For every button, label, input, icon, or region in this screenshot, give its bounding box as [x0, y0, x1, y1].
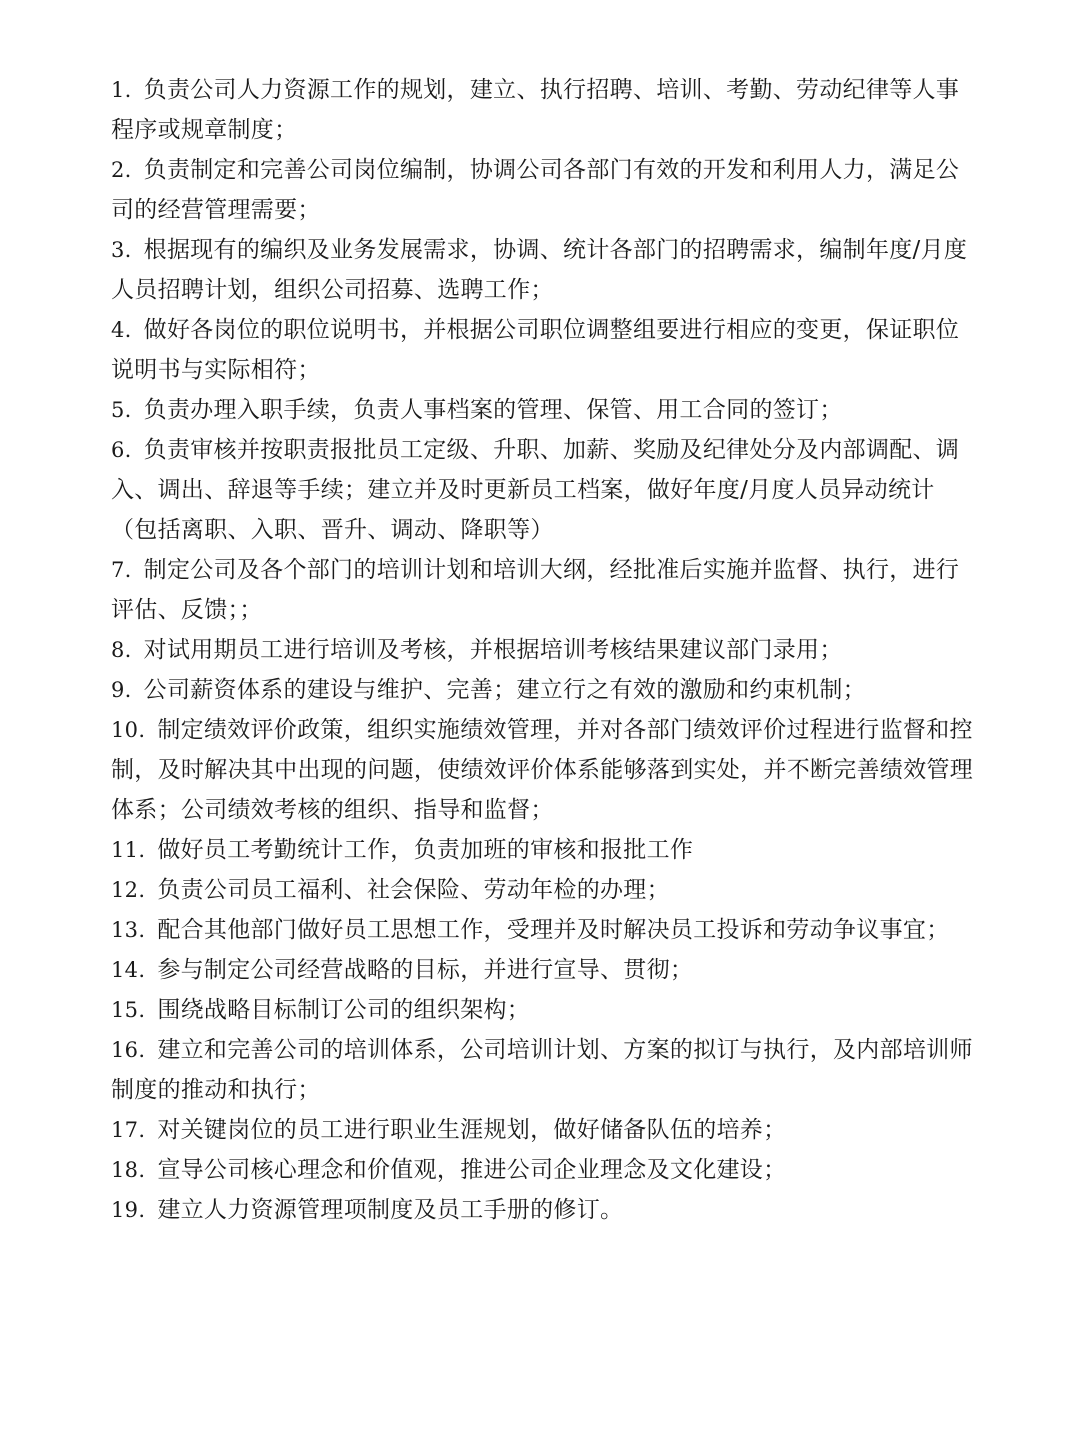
list-item: [111, 910, 981, 950]
item-number: 3.: [111, 238, 132, 262]
item-text: 负责公司人力资源工作的规划，建立、执行招聘、培训、考勤、劳动纪律等人事程序或规章制度；: [111, 77, 960, 143]
list-item: [111, 1030, 981, 1110]
item-text: 根据现有的编织及业务发展需求，协调、统计各部门的招聘需求，编制年度/月度人员招聘计划，组织公司招募、选聘工作；: [111, 237, 968, 303]
item-text: 围绕战略目标制订公司的组织架构；: [157, 997, 531, 1023]
list-item: [111, 1190, 981, 1230]
item-number: 14.: [111, 958, 146, 982]
list-item: [111, 230, 981, 310]
list-item: [111, 310, 981, 390]
list-item: [111, 630, 981, 670]
item-text: 配合其他部门做好员工思想工作，受理并及时解决员工投诉和劳动争议事宜；: [157, 917, 950, 943]
list-item: [111, 390, 981, 430]
item-text: 制定公司及各个部门的培训计划和培训大纲，经批准后实施并监督、执行，进行评估、反馈；；: [111, 557, 960, 623]
item-number: 5.: [111, 398, 132, 422]
item-text: 参与制定公司经营战略的目标，并进行宣导、贯彻；: [157, 957, 694, 983]
item-number: 15.: [111, 998, 146, 1022]
list-item: [111, 670, 981, 710]
item-number: 13.: [111, 918, 146, 942]
item-number: 4.: [111, 318, 132, 342]
item-text: 负责公司员工福利、社会保险、劳动年检的办理；: [157, 877, 670, 903]
item-text: 对关键岗位的员工进行职业生涯规划，做好储备队伍的培养；: [157, 1117, 787, 1143]
item-number: 17.: [111, 1118, 146, 1142]
item-number: 6.: [111, 438, 132, 462]
item-text: 公司薪资体系的建设与维护、完善；建立行之有效的激励和约束机制；: [143, 677, 866, 703]
item-number: 1.: [111, 78, 132, 102]
duty-list: [111, 70, 981, 1230]
item-number: 11.: [111, 838, 146, 862]
item-text: 对试用期员工进行培训及考核，并根据培训考核结果建议部门录用；: [143, 637, 843, 663]
list-item: [111, 150, 981, 230]
item-text: 负责制定和完善公司岗位编制，协调公司各部门有效的开发和利用人力，满足公司的经营管理需要；: [111, 157, 960, 223]
item-text: 做好员工考勤统计工作，负责加班的审核和报批工作: [157, 837, 694, 863]
item-number: 10.: [111, 718, 146, 742]
list-item: [111, 710, 981, 830]
list-item: [111, 950, 981, 990]
item-number: 12.: [111, 878, 146, 902]
item-text: 建立和完善公司的培训体系，公司培训计划、方案的拟订与执行，及内部培训师制度的推动和执行；: [111, 1037, 973, 1103]
item-text: 宣导公司核心理念和价值观，推进公司企业理念及文化建设；: [157, 1157, 787, 1183]
item-text: 做好各岗位的职位说明书，并根据公司职位调整组要进行相应的变更，保证职位说明书与实际相符；: [111, 317, 960, 383]
list-item: [111, 830, 981, 870]
item-number: 19.: [111, 1198, 146, 1222]
item-number: 7.: [111, 558, 132, 582]
item-number: 8.: [111, 638, 132, 662]
item-text: 建立人力资源管理项制度及员工手册的修订。: [157, 1197, 624, 1223]
item-number: 9.: [111, 678, 132, 702]
list-item: [111, 430, 981, 550]
list-item: [111, 990, 981, 1030]
item-text: 制定绩效评价政策，组织实施绩效管理，并对各部门绩效评价过程进行监督和控制，及时解决其中出现的问题，使绩效评价体系能够落到实处，并不断完善绩效管理体系；公司绩效考核的组织、指导和监督；: [111, 717, 974, 823]
list-item: [111, 1150, 981, 1190]
list-item: [111, 70, 981, 150]
item-text: 负责办理入职手续，负责人事档案的管理、保管、用工合同的签订；: [143, 397, 843, 423]
list-item: [111, 1110, 981, 1150]
item-number: 18.: [111, 1158, 146, 1182]
item-text: 负责审核并按职责报批员工定级、升职、加薪、奖励及纪律处分及内部调配、调入、调出、辞退等手续；建立并及时更新员工档案，做好年度/月度人员异动统计（包括离职、入职、晋升、调动、降职等）: [111, 437, 960, 543]
item-number: 16.: [111, 1038, 146, 1062]
list-item: [111, 870, 981, 910]
list-item: [111, 550, 981, 630]
item-number: 2.: [111, 158, 132, 182]
